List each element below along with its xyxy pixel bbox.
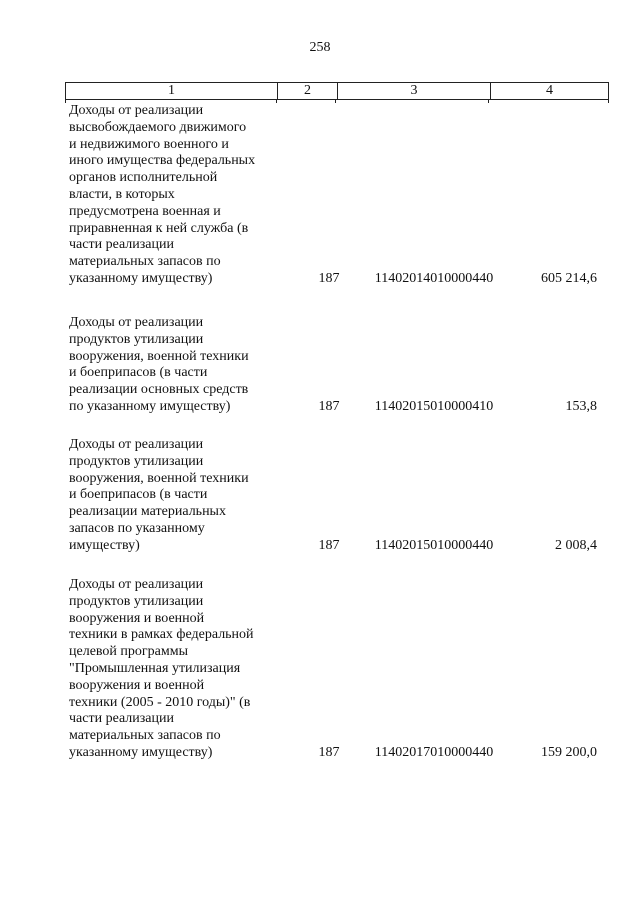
- row-admin-code: 187: [318, 398, 340, 414]
- row-budget-code: 11402015010000410: [374, 398, 494, 414]
- row-admin-code: 187: [318, 744, 340, 760]
- table-row: [69, 103, 609, 288]
- table-row: [69, 577, 609, 762]
- row-amount: 2 008,4: [555, 537, 597, 553]
- header-col-1: 1: [66, 83, 278, 99]
- table-header: [65, 82, 609, 100]
- row-admin-code: 187: [318, 270, 340, 286]
- table-divider: [65, 100, 66, 103]
- row-description: Доходы от реализации высвобождаемого движимого и недвижимого военного и иного имущества федеральных органов исполнительной власти, в которых предусмотрена военная и приравненная к ней служба (в части реализации материальных запасов по указанному имуществу): [69, 103, 256, 286]
- table-row: [69, 437, 609, 555]
- row-budget-code: 11402014010000440: [374, 270, 494, 286]
- table-row: [69, 315, 609, 416]
- row-description: Доходы от реализации продуктов утилизации вооружения и военной техники в рамках федеральной целевой программы "Промышленная утилизация вооружения и военной техники (2005 - 2010 годы)" (в части реализации материальных запасов по указанному имуществу): [69, 577, 254, 760]
- row-budget-code: 11402017010000440: [374, 744, 494, 760]
- row-budget-code: 11402015010000440: [374, 537, 494, 553]
- row-amount: 605 214,6: [541, 270, 597, 286]
- header-col-4: 4: [546, 83, 553, 98]
- page-number: 258: [309, 40, 331, 55]
- row-admin-code: 187: [318, 537, 340, 553]
- row-amount: 153,8: [565, 398, 597, 414]
- row-description: Доходы от реализации продуктов утилизации вооружения, военной техники и боеприпасов (в части реализации материальных запасов по указанному имуществу): [69, 437, 249, 553]
- row-description: Доходы от реализации продуктов утилизации вооружения, военной техники и боеприпасов (в части реализации основных средств по указанному имуществу): [69, 315, 249, 414]
- header-col-3: 3: [338, 83, 491, 99]
- header-col-2: 2: [278, 83, 338, 99]
- row-amount: 159 200,0: [541, 744, 597, 760]
